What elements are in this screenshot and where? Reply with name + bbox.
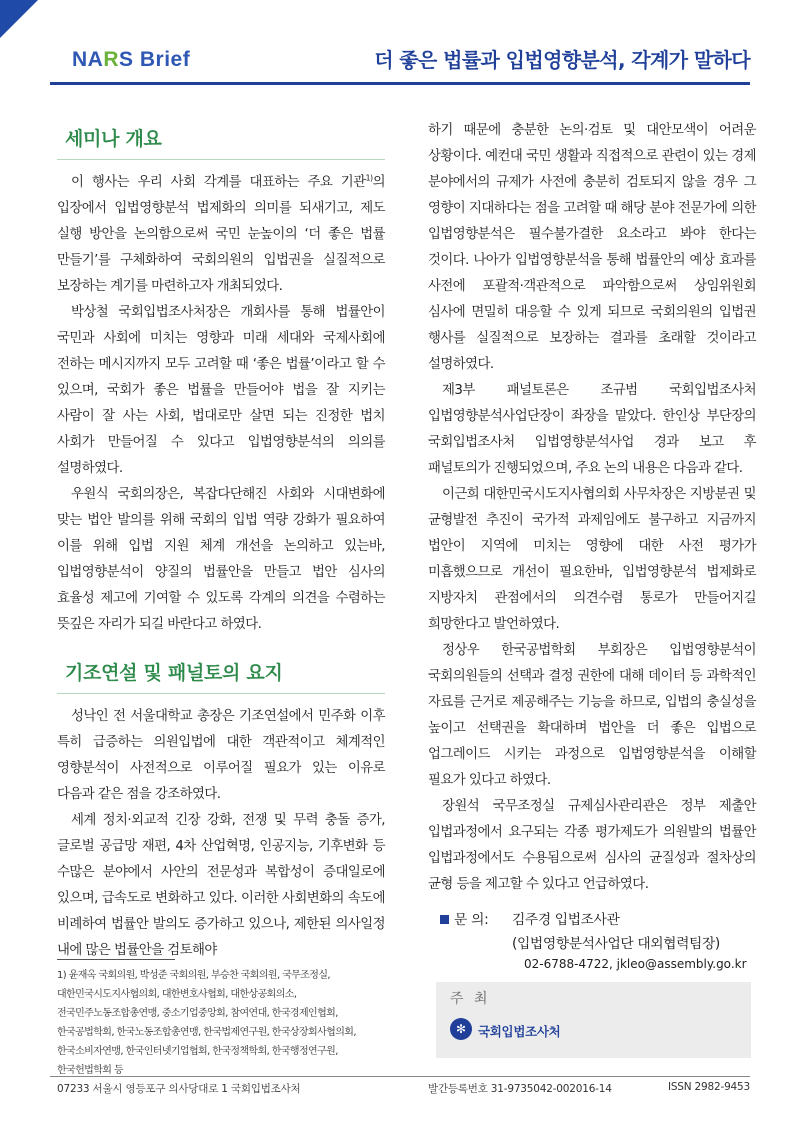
contact-phone-email[interactable]: 02-6788-4722, jkleo@assembly.go.kr	[524, 957, 747, 971]
footer-address: 07233 서울시 영등포구 의사당대로 1 국회입법조사처	[57, 1083, 301, 1095]
contact-department: (입법영향분석사업단 대외협력팀장)	[512, 936, 720, 952]
footnote-divider	[57, 959, 175, 960]
keynote-paragraph-2-continued: 하기 때문에 충분한 논의·검토 및 대안모색이 어려운 상황이다. 예컨대 국민 생활과 직접적으로 관련이 있는 경제 분야에서의 규제가 사전에 충분히 검토되지 않을 경우 그 영향이 지대하다는 점을 고려할 때 해당 분야 전문가에 의한 입법영향분석은 필수불가결한 요소라고 봐야 한다는 것이다. 나아가 입법영향분석을 통해 법률안의 예상 효과를 사전에 포괄적·객관적으로 파악함으로써 상임위원회 심사에 면밀히 대응할 수 있게 되므로 국회의원의 입법권 행사를 실질적으로 보장하는 결과를 초래할 것이라고 설명하였다.	[428, 123, 756, 372]
footer-divider	[50, 1076, 750, 1077]
overview-paragraph-1: 이 행사는 우리 사회 각계를 대표하는 주요 기관$^{1)}$의 입장에서 입법영향분석 법제화의 의미를 되새기고, 제도 실행 방안을 논의함으로써 국민 눈높이의 ‘더 좋은 법률 만들기’를 구체화하여 국회의원의 입법권을 실질적으로 보장하는 계기를 마련하고자 개최되었다.	[57, 173, 385, 294]
bullet-square-icon	[440, 915, 449, 924]
overview-paragraph-3: 우원식 국회의장은, 복잡다단해진 사회와 시대변화에 맞는 법안 발의를 위해 국회의 입법 역량 강화가 필요하여 이를 위해 입법 지원 체계 개선을 논의하고 있는바, 입법영향분석이 양질의 법률안을 만들고 법안 심사의 효율성 제고에 기여할 수 있도록 각계의 의견을 수렴하는 뜻깊은 자리가 되길 바란다고 하였다.	[57, 487, 385, 632]
keynote-paragraph-5: 정상우 한국공법학회 부회장은 입법영향분석이 국회의원들의 선택과 결정 권한에 대해 데이터 등 과학적인 자료를 근거로 제공해주는 기능을 하므로, 입법의 충실성을 높이고 선택권을 확대하며 법안을 더 좋은 입법으로 업그레이드 시키는 과정으로 입법영향분석을 이해할 필요가 있다고 하였다.	[428, 643, 756, 788]
national-assembly-emblem-icon: ✻	[450, 1018, 472, 1040]
section-title-keynote: 기조연설 및 패널토의 요지	[57, 652, 385, 694]
host-box	[436, 982, 751, 1058]
host-label: 주 최	[450, 991, 491, 1007]
keynote-paragraph-1: 성낙인 전 서울대학교 총장은 기조연설에서 민주화 이후 특히 급증하는 의원입법에 대한 객관적이고 체계적인 영향분석이 사전적으로 이루어질 필요가 있는 이유로 다음과 같은 점을 강조하였다.	[57, 709, 385, 802]
page-title: 더 좋은 법률과 입법영향분석, 각계가 말하다	[374, 48, 750, 72]
contact-name: 김주경 입법조사관	[512, 912, 620, 928]
header-divider	[50, 82, 750, 85]
footer-registration-number: 발간등록번호 31-9735042-002016-14	[428, 1083, 612, 1095]
footnote-ref[interactable]: 1)	[365, 173, 373, 183]
keynote-paragraph-3: 제3부 패널토론은 조규범 국회입법조사처 입법영향분석사업단장이 좌장을 맡았다. 한인상 부단장의 국회입법조사처 입법영향분석사업 경과 보고 후 패널토의가 진행되었으며, 주요 논의 내용은 다음과 같다.	[428, 383, 756, 476]
host-name: 국회입법조사처	[478, 1024, 561, 1039]
keynote-paragraph-2: 세계 정치·외교적 긴장 강화, 전쟁 및 무력 충돌 증가, 글로벌 공급망 재편, 4차 산업혁명, 인공지능, 기후변화 등 수많은 분야에서 사안의 전문성과 복합성이 증대일로에 있으며, 급속도로 변화하고 있다. 이러한 사회변화의 속도에 비례하여 법률안 발의도 증가하고 있으나, 제한된 의사일정 내에 많은 법률안을 검토해야	[57, 813, 385, 958]
keynote-paragraph-4: 이근희 대한민국시도지사협의회 사무차장은 지방분권 및 균형발전 추진이 국가적 과제임에도 불구하고 지금까지 법안이 지역에 미치는 영향에 대한 사전 평가가 미흡했으므로 개선이 필요한바, 입법영향분석 법제화로 지방자치 관점에서의 의견수렴 통로가 만들어지길 희망한다고 발언하였다.	[428, 487, 756, 632]
section-title-overview: 세미나 개요	[57, 118, 385, 160]
keynote-paragraph-6: 장원석 국무조정실 규제심사관리관은 정부 제출안 입법과정에서 요구되는 각종 평가제도가 의원발의 법률안 입법과정에서도 수용됨으로써 심사의 균질성과 절차상의 균형 등을 제고할 수 있다고 언급하였다.	[428, 799, 756, 892]
right-column	[428, 118, 756, 898]
brand-logo: NARS Brief	[72, 48, 191, 71]
left-column	[57, 118, 385, 964]
contact-block	[440, 908, 770, 971]
footer-issn: ISSN 2982-9453	[667, 1081, 750, 1093]
overview-paragraph-2: 박상철 국회입법조사처장은 개회사를 통해 법률안이 국민과 사회에 미치는 영향과 미래 세대와 국제사회에 전하는 메시지까지 모두 고려할 때 ‘좋은 법률’이라고 할 수 있으며, 국회가 좋은 법률을 만들어야 법을 잘 지키는 사람이 잘 사는 사회, 법대로만 살면 되는 진정한 법치 사회가 만들어질 수 있다고 입법영향분석의 의의를 설명하였다.	[57, 305, 385, 476]
contact-label: 문 의:	[440, 908, 512, 928]
corner-accent	[0, 0, 38, 38]
footnote: 1) 윤재옥 국회의원, 박성준 국회의원, 부승찬 국회의원, 국무조정실, 대한민국시도지사협의회, 대한변호사협회, 대한상공회의소, 전국민주노동조합총연맹, 중소기업중앙회, 참여연대, 한국경제인협회, 한국공법학회, 한국노동조합총연맹, 한국법제연구원, 한국상장회사협의회, 한국소비자연맹, 한국인터넷기업협회, 한국정책학회, 한국행정연구원, 한국헌법학회 등	[57, 970, 356, 1076]
